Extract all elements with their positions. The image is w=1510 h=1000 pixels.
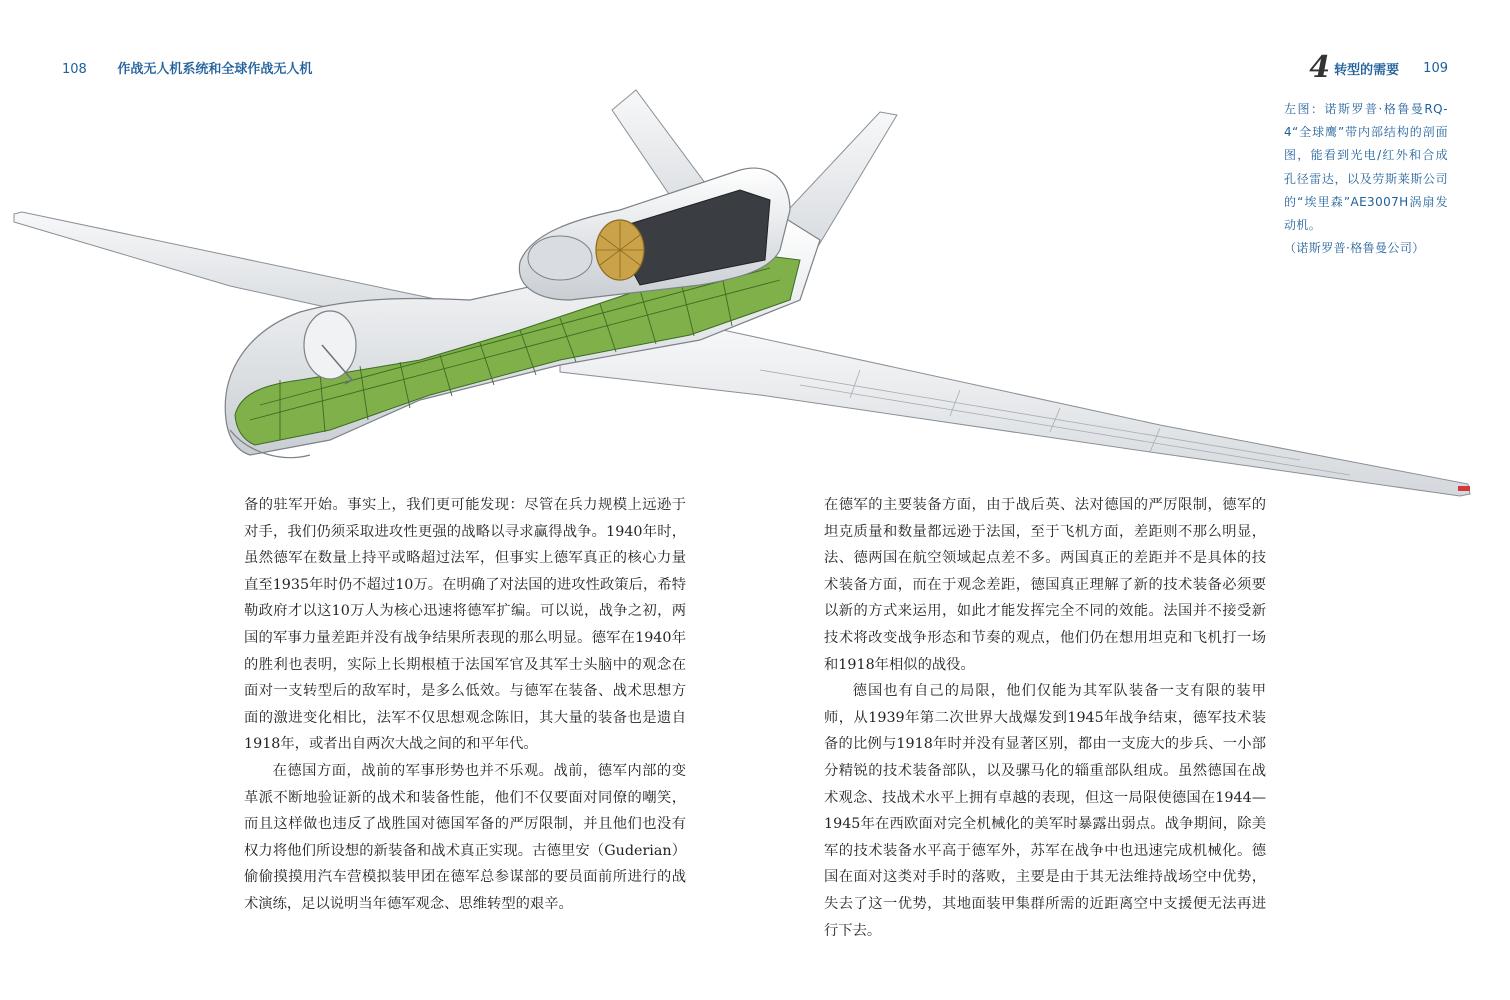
right-wing [560, 325, 1470, 496]
caption-text: 左图：诺斯罗普·格鲁曼RQ-4“全球鹰”带内部结构的剖面图，能看到光电/红外和合成孔径雷达，以及劳斯莱斯公司的“埃里森”AE3007H涡扇发动机。 [1284, 102, 1448, 233]
caption-credit: （诺斯罗普·格鲁曼公司） [1284, 241, 1425, 256]
left-body-column [244, 492, 686, 918]
left-header-title: 作战无人机系统和全球作战无人机 [117, 62, 313, 77]
body-paragraph: 备的驻军开始。事实上，我们更可能发现：尽管在兵力规模上远逊于对手，我们仍须采取进攻性更强的战略以寻求赢得战争。1940年时，虽然德军在数量上持平或略超过法军，但事实上德军真正的核心力量直至1935年时仍不超过10万。在明确了对法国的进攻性政策后，希特勒政府才以这10万人为核心迅速将德军扩编。可以说，战争之初，两国的军事力量差距并没有战争结果所表现的那么明显。德军在1940年的胜利也表明，实际上长期根植于法国军官及其军士头脑中的观念在面对一支转型后的敌军时，是多么低效。与德军在装备、战术思想方面的激进变化相比，法军不仅思想观念陈旧，其大量的装备也是遗自1918年，或者出自两次大战之间的和平年代。 [244, 497, 686, 753]
rq4-global-hawk-cutaway-illustration [0, 80, 1510, 510]
body-paragraph: 德国也有自己的局限，他们仅能为其军队装备一支有限的装甲师，从1939年第二次世界大战爆发到1945年战争结束，德军技术装备的比例与1918年时并没有显著区别，都由一支庞大的步兵、一小部分精锐的技术装备部队，以及骡马化的辎重部队组成。虽然德国在战术观念、技战术水平上拥有卓越的表现，但这一局限使德国在1944—1945年在西欧面对完全机械化的美军时暴露出弱点。战争期间，除美军的技术装备水平高于德军外，苏军在战争中也迅速完成机械化。德国在面对这类对手时的落败，主要是由于其无法维持战场空中优势，失去了这一优势，其地面装甲集群所需的近距离空中支援便无法再进行下去。 [824, 683, 1266, 939]
right-running-header [1309, 50, 1448, 85]
body-paragraph: 在德国方面，战前的军事形势也并不乐观。战前，德军内部的变革派不断地验证新的战术和装备性能，他们不仅要面对同僚的嘲笑，而且这样做也违反了战胜国对德国军备的严厉限制，并且他们也没有权力将他们所设想的新装备和战术真正实现。古德里安（Guderian）偷偷摸摸用汽车营模拟装甲团在德军总参谋部的要员面前所进行的战术演练，足以说明当年德军观念、思维转型的艰辛。 [244, 762, 686, 912]
left-running-header [62, 58, 312, 77]
right-body-column [824, 492, 1266, 944]
left-page-number: 108 [62, 62, 87, 77]
satcom-dish [304, 311, 356, 379]
right-page-number: 109 [1423, 60, 1448, 76]
chapter-number: 4 [1309, 50, 1331, 85]
right-header-title: 转型的需要 [1334, 62, 1400, 78]
body-paragraph: 在德军的主要装备方面，由于战后英、法对德国的严厉限制，德军的坦克质量和数量都远逊于法国，至于飞机方面，差距则不那么明显，法、德两国在航空领域起点差不多。两国真正的差距并不是具体的技术装备方面，而在于观念差距，德国真正理解了新的技术装备必须要以新的方式来运用，如此才能发挥完全不同的效能。法国并不接受新技术将改变战争形态和节奏的观点，他们仍在想用坦克和飞机打一场和1918年相似的战役。 [824, 497, 1266, 673]
